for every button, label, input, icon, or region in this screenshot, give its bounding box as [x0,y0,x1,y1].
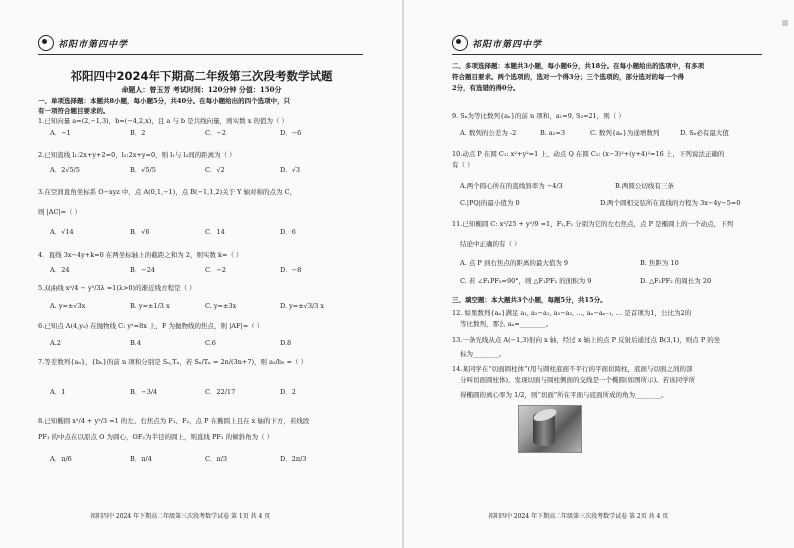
question-7: 7.等差数列{aₙ}，{bₙ}的前 n 项和分别是 Sₙ,Tₙ，若 Sₙ/Tₙ = 2n/(3n+7)，则 a₅/b₅ =（ ） [38,358,308,366]
header-rule [38,54,363,55]
question-4: 4．直线 3x−4y+k=0 在两坐标轴上的截距之和为 2，则实数 k=（ ） [38,251,243,259]
option: B.两圆公切线有三条 [615,182,674,190]
option: A．√14 [50,228,74,236]
option: C. 数列{aₙ}为递增数列 [590,129,660,137]
option: B．−3/4 [130,388,158,396]
option: D. y=±√3/3 x [280,302,325,310]
page-1-footer: 祁阳四中 2024 年下期高二年级第三次段考数学试卷 第 1页 共 4 页 [90,513,271,520]
page-2-header [452,33,542,53]
option: D．2 [280,388,296,396]
option: A.2 [50,339,61,347]
question-11: 11.已知椭圆 C: x²/25 + y²/9 =1，F₁,F₂ 分别为它的左右焦点，点 P 是椭圆上的一个动点，下列 [452,220,734,228]
option: A．−1 [50,129,71,137]
page-1-header [38,33,128,53]
question-6: 6.已知点 A(4,y₀) 在抛物线 C: y²=8x 上，F 为抛物线的焦点，则 |AF|=（ ） [38,322,264,330]
option: C．−2 [205,266,227,274]
option: B．π/4 [130,455,152,463]
option: A. 点 P 到右焦点的距离的最大值为 9 [460,259,569,267]
option: B．−24 [130,266,155,274]
question-3: 3.在空间直角坐标系 O−xyz 中，点 A(0,1,−1)，点 B(−1,1,2)关于 Y 轴对称的点为 C， [38,188,297,196]
option: C.6 [205,339,216,347]
option: A．24 [50,266,70,274]
question-12: 12. 如果数列{aₙ}满足 a₁, a₂−a₁, a₃−a₂, …, aₙ−aₙ₋₁, … 是首项为1，公比为2的 [452,309,692,317]
exam-subtitle: 命题人：曾玉芳 考试时间：120分钟 分值：150分 [121,85,282,94]
cut-cylinder-photo [518,405,582,453]
school-seal-icon [38,35,54,51]
option: D．√3 [280,166,300,174]
question-10: 10.动点 P 在圆 C₁: x²+y²=1 上，动点 Q 在圆 C₂: (x−3)²+(y+4)²=16 上，下列说法正确的 [452,150,725,158]
option: C．−2 [205,129,227,137]
section-heading: 三、填空题：本大题共3个小题，每题5分，共15分。 [452,296,607,304]
exam-title: 祁阳四中2024年下期高二年级第三次段考数学试题 [70,69,333,83]
option: C．√2 [205,166,225,174]
option: B．√5/5 [130,166,156,174]
option: A．1 [50,388,66,396]
option: D.两个圆相交弦所在直线的方程为 3x−4y−5=0 [600,199,741,207]
page-2 [404,0,794,548]
scan-mark [782,20,788,26]
section-heading: 二、多项选择题：本题共3小题，每小题6分，共18分。在每小题给出的选项中，有多项 [452,62,705,70]
option: D．2π/3 [280,455,307,463]
section-heading: 一、单项选择题：本题共8小题，每小题5分，共40分。在每小题给出的四个选项中，只 [38,97,291,105]
option: B. a₂=3 [540,129,565,137]
option: D．−6 [280,129,302,137]
question-1: 1.已知向量 a=(2,−1,3)，b=(−4,2,x)，且 a 与 b 是共线向量，则实数 x 的值为（ ） [38,117,289,125]
option: C．22/17 [205,388,236,396]
option: A. 数列的公差为 -2 [460,129,517,137]
option: B．2 [130,129,146,137]
question-3-cont: 则 |AC|=（ ） [38,208,82,216]
section-heading: 有一项符合题目要求的。 [38,107,110,115]
school-name: 祁阳市第四中学 [472,39,543,50]
option: B．√6 [130,228,150,236]
question-12-cont: 等比数列，那么 aₙ=________。 [460,320,553,328]
option: D. Sₙ必有最大值 [680,129,729,137]
question-14-cont: 得椭圆的离心率为 1/2，则“切面”所在平面与底面所成的角为________。 [460,391,668,399]
option: C.|PQ|的最小值为 0 [460,199,520,207]
option: B. y=±1/3 x [130,302,170,310]
option: A．π/6 [50,455,72,463]
question-9: 9. Sₙ为等比数列{aₙ}的前 n 项和，a₁=9, S₃=21，则（ ） [452,112,625,120]
question-14: 14.某同学在“切面圆柱体”(用与圆柱底面不平行的平面切圆柱，底面与切面之间的部 [452,365,693,373]
option: B.4 [130,339,141,347]
header-rule [452,54,762,55]
question-13-cont: 标为________。 [460,350,506,358]
option: D. △F₁PF₂ 的周长为 20 [640,277,712,285]
option: C．π/3 [205,455,228,463]
option: A．2√5/5 [50,166,80,174]
section-heading: 2分，有选错的得0分。 [452,84,520,92]
question-10-cont: 有（ ） [452,161,474,169]
option: A. y=±√3x [50,302,86,310]
question-14-cont: 分叫切面圆柱体)，发现切面与圆柱侧面的交线是一个椭圆(如图所示)。若该同学所 [460,376,696,384]
option: C. y=±3x [205,302,237,310]
page-2-footer: 祁阳四中 2024 年下期高二年级第三次段考数学试卷 第 2页 共 4 页 [488,513,669,520]
question-11-cont: 结论中正确的有（ ） [460,240,521,248]
school-name: 祁阳市第四中学 [58,39,129,50]
option: A.两个圆心所在的直线斜率为 −4/3 [460,182,563,190]
question-2: 2.已知直线 l₁:2x+y+2=0，l₂:2x+y=0，则 l₁与 l₂间的距离为（ ） [38,151,236,159]
option: D．−8 [280,266,302,274]
question-8-cont: PF₁ 的中点在以原点 O 为圆心，OF₂为半径的圆上，则直线 PF₁ 的倾斜角为（ ） [38,433,274,441]
option: C. 若 ∠F₁PF₂=90°，则 △F₁PF₂ 的面积为 9 [460,277,592,285]
option: D.8 [280,339,292,347]
section-heading: 符合题目要求。两个选项的，选对一个得3分；三个选项的，部分选对的每一个得 [452,73,685,81]
question-5: 5.双曲线 x²/4 − y²/3λ =1(λ>0)的渐近线方程是（ ） [38,284,196,292]
option: C．14 [205,228,225,236]
question-8: 8.已知椭圆 x²/4 + y²/3 =1 的左、右焦点为 F₁、F₂，点 P 在椭圆上且在 x 轴的下方，若线段 [38,417,310,425]
option: B. 焦距为 10 [640,259,679,267]
school-seal-icon [452,35,468,51]
question-13: 13.一条光线从点 A(−1,3)射向 x 轴，经过 x 轴上的点 P 反射后通过点 B(3,1)，则点 P 的坐 [452,336,721,344]
option: D．6 [280,228,296,236]
